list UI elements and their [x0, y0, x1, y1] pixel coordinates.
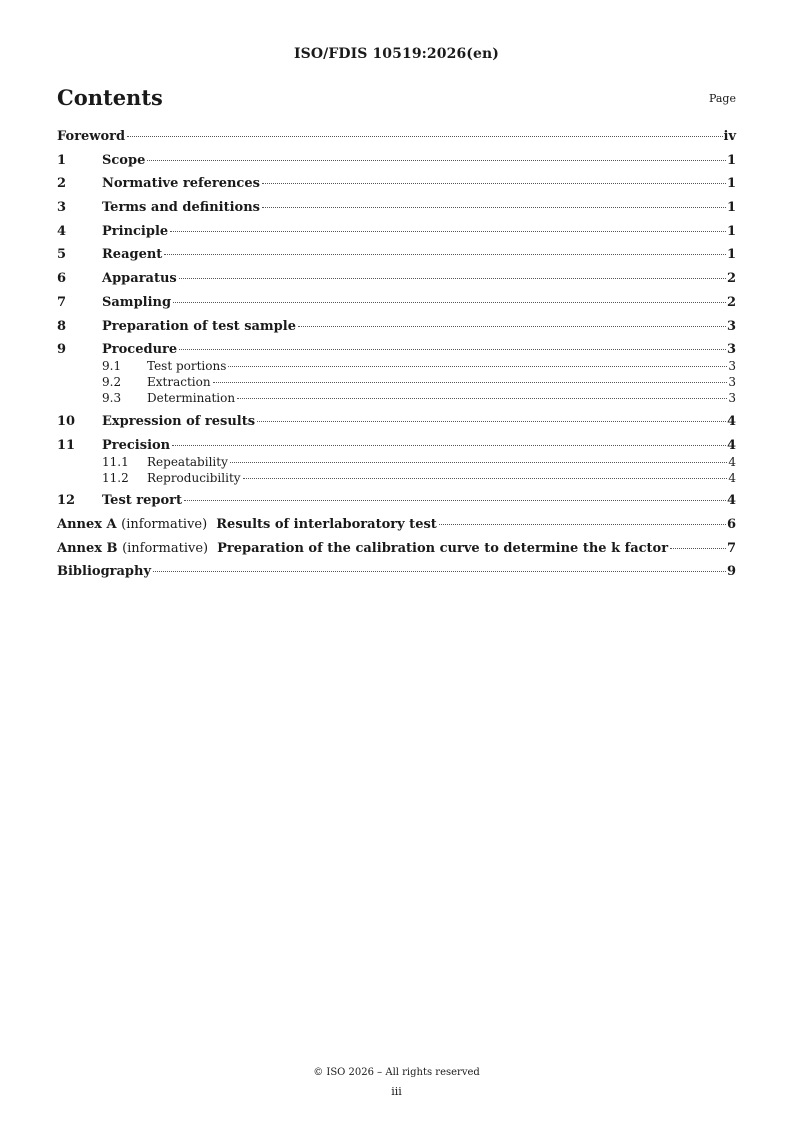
- toc-number: 9.2: [102, 375, 122, 390]
- toc-entry-terms-and-definitions[interactable]: [57, 200, 736, 216]
- toc-number: 4: [57, 223, 67, 239]
- annex-kind: (informative): [121, 516, 208, 532]
- toc-page: 2: [726, 271, 736, 287]
- toc-entry-reagent[interactable]: [57, 247, 736, 263]
- page-number: iii: [391, 1085, 402, 1098]
- toc-entry-annex-b[interactable]: [57, 541, 736, 557]
- toc-title: Reagent: [102, 247, 163, 263]
- toc-number: 11: [57, 437, 76, 453]
- toc-page: 3: [726, 342, 736, 358]
- toc-page: 1: [726, 247, 736, 263]
- toc-page: 6: [726, 516, 736, 532]
- toc-title: Sampling: [102, 294, 172, 310]
- toc-entry-annex-a[interactable]: [57, 517, 736, 533]
- dot-leader: [179, 349, 726, 350]
- toc-title: Apparatus: [102, 271, 177, 287]
- toc-entry-sampling[interactable]: [57, 295, 736, 311]
- table-of-contents: [57, 129, 736, 588]
- dot-leader: [262, 183, 726, 184]
- toc-number: 6: [57, 271, 67, 287]
- toc-number: 5: [57, 247, 67, 263]
- toc-page: iv: [723, 129, 736, 144]
- toc-page: 1: [726, 152, 736, 168]
- dot-leader: [439, 524, 726, 525]
- dot-leader: [179, 278, 726, 279]
- toc-entry-apparatus[interactable]: [57, 271, 736, 287]
- toc-page: 1: [726, 223, 736, 239]
- toc-title: Terms and definitions: [102, 200, 260, 216]
- toc-title: Principle: [102, 223, 169, 239]
- dot-leader: [237, 398, 727, 399]
- toc-page: 3: [728, 359, 736, 374]
- toc-subentry-reproducibility[interactable]: [57, 470, 736, 486]
- toc-entry-procedure[interactable]: [57, 342, 736, 358]
- toc-page: 9: [726, 564, 736, 580]
- toc-number: 1: [57, 152, 67, 168]
- annex-title: Preparation of the calibration curve to determine the k factor: [217, 540, 669, 556]
- dot-leader: [164, 254, 726, 255]
- toc-title: Procedure: [102, 342, 178, 358]
- toc-title: [57, 541, 668, 557]
- toc-page: 3: [728, 391, 736, 406]
- toc-entry-precision[interactable]: [57, 438, 736, 454]
- toc-subentry-extraction[interactable]: [57, 374, 736, 390]
- toc-title: Determination: [147, 391, 236, 406]
- dot-leader: [127, 136, 722, 137]
- annex-title: Results of interlaboratory test: [216, 516, 437, 532]
- toc-subentry-determination[interactable]: [57, 390, 736, 406]
- toc-page: 1: [726, 200, 736, 216]
- toc-title: Foreword: [57, 129, 126, 144]
- dot-leader: [230, 462, 728, 463]
- toc-title: Normative references: [102, 176, 260, 192]
- dot-leader: [153, 571, 726, 572]
- toc-title: Test report: [102, 493, 183, 509]
- dot-leader: [257, 421, 726, 422]
- toc-entry-foreword[interactable]: [57, 129, 736, 145]
- dot-leader: [170, 231, 726, 232]
- dot-leader: [298, 326, 726, 327]
- toc-page: 4: [726, 437, 736, 453]
- toc-page: 4: [726, 493, 736, 509]
- copyright-notice: © ISO 2026 – All rights reserved: [313, 1067, 480, 1078]
- dot-leader: [184, 500, 726, 501]
- dot-leader: [670, 548, 726, 549]
- dot-leader: [262, 207, 726, 208]
- toc-title: Test portions: [147, 359, 227, 374]
- toc-title: Reproducibility: [147, 470, 241, 485]
- toc-title: Repeatability: [147, 454, 228, 469]
- toc-title: Precision: [102, 437, 171, 453]
- toc-number: 3: [57, 200, 67, 216]
- toc-entry-test-report[interactable]: [57, 493, 736, 509]
- annex-label: Annex B: [57, 540, 118, 556]
- toc-number: 2: [57, 176, 67, 192]
- toc-number: 11.1: [102, 454, 129, 469]
- page-column-label: Page: [708, 92, 736, 105]
- annex-label: Annex A: [57, 516, 117, 532]
- toc-page: 3: [726, 318, 736, 334]
- toc-entry-expression-of-results[interactable]: [57, 414, 736, 430]
- toc-page: 1: [726, 176, 736, 192]
- toc-title: Scope: [102, 152, 146, 168]
- document-id-header: ISO/FDIS 10519:2026(en): [293, 46, 500, 62]
- toc-entry-bibliography[interactable]: [57, 564, 736, 580]
- toc-page: 4: [728, 470, 736, 485]
- toc-entry-principle[interactable]: [57, 224, 736, 240]
- dot-leader: [173, 302, 726, 303]
- toc-page: 3: [728, 375, 736, 390]
- toc-page: 4: [728, 454, 736, 469]
- toc-page: 4: [726, 413, 736, 429]
- toc-subentry-test-portions[interactable]: [57, 358, 736, 374]
- toc-number: 11.2: [102, 470, 129, 485]
- toc-page: 7: [726, 540, 736, 556]
- toc-number: 8: [57, 318, 67, 334]
- annex-kind: (informative): [122, 540, 209, 556]
- contents-heading: Contents: [57, 85, 163, 110]
- dot-leader: [213, 382, 728, 383]
- toc-title: Bibliography: [57, 564, 152, 580]
- toc-subentries-precision: [57, 454, 736, 486]
- toc-number: 7: [57, 294, 67, 310]
- toc-number: 10: [57, 413, 76, 429]
- toc-number: 9: [57, 342, 67, 358]
- dot-leader: [243, 478, 728, 479]
- dot-leader: [228, 366, 727, 367]
- toc-title: Extraction: [147, 375, 211, 390]
- toc-number: 12: [57, 493, 76, 509]
- toc-subentries-procedure: [57, 358, 736, 406]
- toc-number: 9.1: [102, 359, 122, 374]
- toc-entry-preparation-of-test-sample[interactable]: [57, 319, 736, 335]
- toc-page: 2: [726, 294, 736, 310]
- toc-entry-normative-references[interactable]: [57, 176, 736, 192]
- toc-title: Expression of results: [102, 413, 256, 429]
- toc-number: 9.3: [102, 391, 122, 406]
- dot-leader: [172, 445, 726, 446]
- dot-leader: [147, 160, 726, 161]
- toc-subentry-repeatability[interactable]: [57, 454, 736, 470]
- toc-title: [57, 517, 437, 533]
- toc-entry-scope[interactable]: [57, 153, 736, 169]
- toc-title: Preparation of test sample: [102, 318, 296, 334]
